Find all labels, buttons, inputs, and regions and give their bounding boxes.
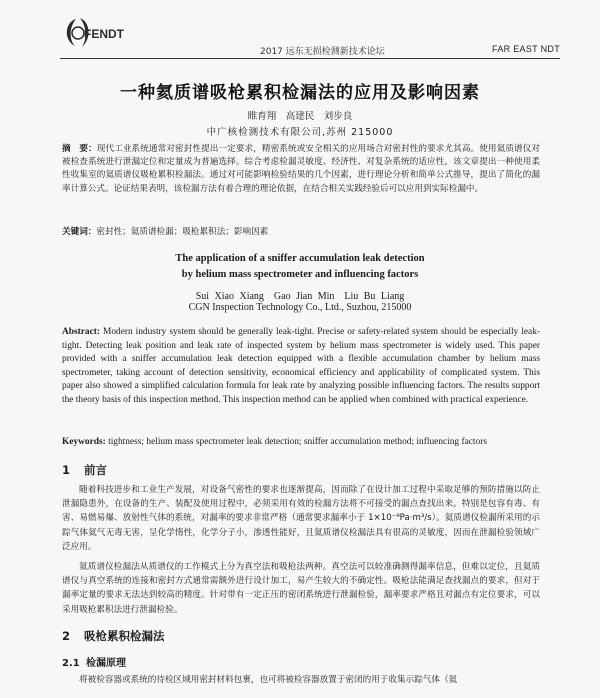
english-title-line-2: by helium mass spectrometer and influencing factors — [181, 269, 419, 280]
english-abstract-text: Modern industry system should be generally leak-tight. Precise or safety-related system should be especially leak-tight. Detecting leak position and leak rate of inspected system by helium mass spectrometer is widely used. This paper provided with a sniffer accumulation leak detection equipped with a flexible accumulation chamber by helium mass spectrometer, taking account of detection sensitivity, economical efficiency and applicability of complicated system. This paper also showed a simplified calculation formula for leak rate by analyzing possible influencing factors. The results support the theory basis of this inspection method. This inspection method can be applied when combined with practical experience. — [62, 327, 540, 405]
section-heading — [62, 628, 165, 644]
chinese-abstract — [62, 143, 540, 196]
subsection-title: 检漏原理 — [86, 658, 126, 669]
english-keywords-label: Keywords: — [62, 437, 106, 447]
body-paragraph: 氦质谱仪检漏法从质谱仪的工作模式上分为真空法和吸枪法两种。真空法可以较准确测得漏率信息，但难以定位，且氦质谱仪与真空系统的连接和密封方式通常需额外进行设计加工，易产生较大的不确定性。吸枪法能满足查找漏点的要求，但对于漏率定量的要求无法达到较高的精度。针对带有一定正压的密闭系统进行泄漏检验，漏率要求严格且对漏点有定位要求，可以采用吸枪累积法进行泄漏检验。 — [62, 562, 540, 615]
section-number: 1 — [62, 463, 71, 477]
logo-text: FENDT — [84, 27, 124, 41]
english-authors: Sui Xiao Xiang Gao Jian Min Liu Bu Liang — [195, 291, 405, 302]
english-title — [0, 251, 600, 283]
section-title: 前言 — [84, 463, 107, 477]
body-paragraph: 随着科技进步和工业生产发展，对设备气密性的要求也逐渐提高，因而除了在设计加工过程中采取足够的预防措施以防止泄漏隐患外，在设备的生产、装配及使用过程中，必须采用有效的检漏方法将不可接受的漏点查找出来。特别是包容有毒、有害、易燃易爆、放射性气体的系统，对漏率的要求非常严格（通常要求漏率小于 1×10⁻⁹Pa·m³/s）。氦质谱仪检漏所采用的示踪气体氦气无毒无害，呈化学惰性，化学分子小，渗透性能好，且氦质谱仪检漏法具有很高的灵敏度，因而在泄漏检验领域广泛应用。 — [62, 485, 540, 552]
chinese-keywords-label: 关键词： — [62, 227, 97, 237]
english-abstract — [62, 326, 540, 408]
section-title: 吸枪累积检漏法 — [84, 629, 165, 643]
english-abstract-label: Abstract: — [62, 327, 101, 337]
body-paragraph: 将被检容器或系统的待检区域用密封材料包裹，也可将被检容器放置于密闭的用于收集示踪气体（氦 — [79, 675, 458, 685]
chinese-abstract-text: 现代工业系统通常对密封性提出一定要求，精密系统或安全相关的应用场合对密封性的要求尤其高。使用氦质谱仪对被检查系统进行泄漏定位和定量成为普遍选择。综合考虑检漏灵敏度、经济性、对复杂系统的适应性，该文章提出一种使用柔性收集室的氦质谱仪吸枪累积检漏法。通过对可能影响检验结果的几个因素，进行理论分析和简单公式推导，提出了简化的漏率计算公式。论证结果表明，该检漏方法有着合理的理论依据，在结合相关实践经验后可以应用到实际检漏中。 — [62, 144, 540, 194]
chinese-abstract-label: 摘 要： — [62, 144, 97, 154]
english-keywords-text: tightness; helium mass spectrometer leak detection; sniffer accumulation method; influencing factors — [108, 437, 487, 447]
fendt-logo — [60, 16, 152, 50]
header-rule — [60, 58, 560, 59]
chinese-affiliation: 中广核检测技术有限公司,苏州 215000 — [206, 127, 394, 138]
english-keywords — [62, 436, 540, 450]
section-number: 2 — [62, 629, 71, 643]
chinese-keywords-text: 密封性；氦质谱检漏；吸枪累积法；影响因素 — [96, 227, 269, 237]
subsection-number: 2.1 — [62, 658, 80, 669]
section-heading — [62, 462, 107, 478]
english-title-line-1: The application of a sniffer accumulation leak detection — [175, 253, 425, 264]
chinese-title: 一种氦质谱吸枪累积检漏法的应用及影响因素 — [120, 83, 480, 103]
subsection-heading — [62, 654, 126, 669]
english-affiliation: CGN Inspection Technology Co., Ltd., Suzhou, 215000 — [188, 302, 412, 313]
conference-name: 2017 远东无损检测新技术论坛 — [260, 47, 385, 57]
chinese-keywords — [62, 225, 540, 237]
chinese-authors: 睢育翔 高建民 刘步良 — [247, 111, 353, 122]
organization-name: FAR EAST NDT — [492, 44, 560, 54]
page-header — [60, 14, 560, 56]
